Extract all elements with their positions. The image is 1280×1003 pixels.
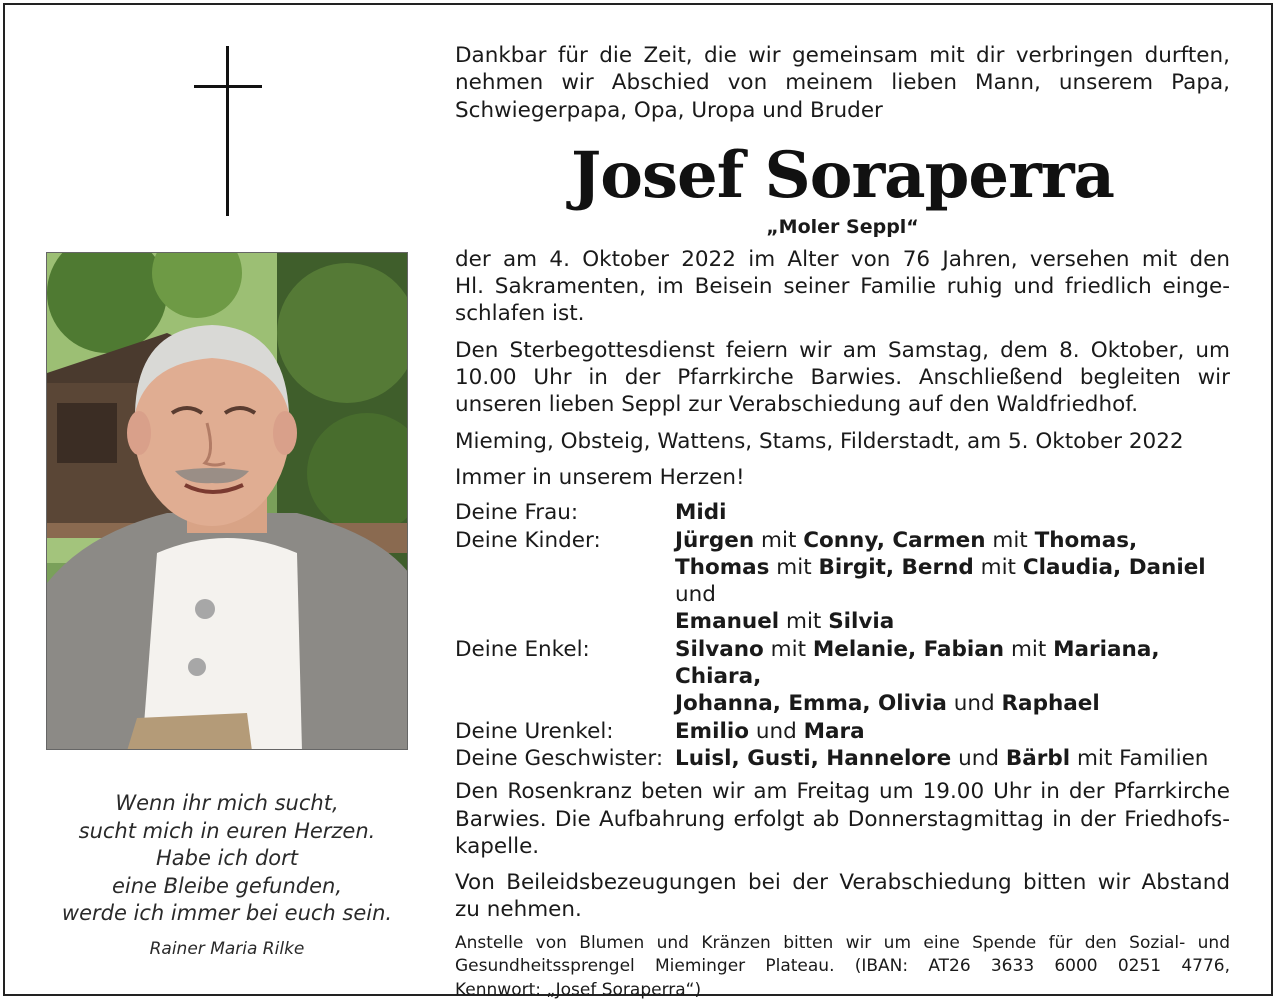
family-relation: Deine Kinder: bbox=[455, 527, 601, 553]
family-name: Thomas, bbox=[1034, 527, 1138, 553]
family-name: Mariana, Chiara, bbox=[675, 636, 1160, 690]
family-members bbox=[675, 636, 1230, 718]
family-name: Luisl, Gusti, Hannelore bbox=[675, 745, 952, 771]
family-name: Claudia, Daniel bbox=[1022, 554, 1206, 580]
intro-line: nehmen wir Abschied von meinem lieben Mann, unserem Papa, bbox=[455, 70, 1230, 96]
family-relation: Deine Frau: bbox=[455, 500, 579, 526]
family-connector: mit bbox=[973, 554, 1023, 580]
family-relation: Deine Enkel: bbox=[455, 636, 590, 662]
family-members bbox=[675, 745, 1230, 772]
family-name: Mara bbox=[803, 718, 865, 744]
portrait-photo bbox=[46, 252, 408, 750]
family-row-children bbox=[455, 527, 1230, 636]
poem-line: Habe ich dort bbox=[156, 846, 298, 870]
poem-line: eine Bleibe gefunden, bbox=[111, 873, 343, 898]
family-name: Raphael bbox=[1001, 691, 1100, 717]
family-members bbox=[675, 499, 1230, 526]
rosary-line: Den Rosenkranz beten wir am Freitag um 19.00 Uhr in der Pfarrkirche bbox=[455, 779, 1230, 805]
rosary-line: kapelle. bbox=[455, 833, 540, 859]
funeral-line: 10.00 Uhr in der Pfarrkirche Barwies. Anschließend begleiten wir bbox=[455, 365, 1230, 391]
family-row-siblings bbox=[455, 745, 1230, 772]
funeral-line: unseren lieben Seppl zur Verabschiedung auf den Waldfriedhof. bbox=[455, 392, 1139, 418]
cross-icon-bar bbox=[194, 85, 262, 88]
donation-paragraph bbox=[455, 932, 1230, 1003]
family-name: Birgit, Bernd bbox=[818, 554, 974, 580]
family-connector: mit Familien bbox=[1070, 745, 1209, 771]
family-row-great-grandchildren bbox=[455, 718, 1230, 745]
donation-line: Kennwort: „Josef Soraperra“) bbox=[455, 979, 702, 1000]
family-list bbox=[455, 499, 1230, 772]
condolences-paragraph bbox=[455, 869, 1230, 924]
condolences-line: Von Beileidsbezeugungen bei der Verabschiedung bitten wir Abstand bbox=[455, 870, 1230, 896]
family-name: Silvano bbox=[675, 636, 764, 662]
intro-paragraph bbox=[455, 42, 1230, 124]
funeral-paragraph bbox=[455, 337, 1230, 419]
rosary-line: Barwies. Die Aufbahrung erfolgt ab Donnerstagmittag in der Friedhofs- bbox=[455, 806, 1230, 832]
family-members bbox=[675, 718, 1230, 745]
family-name: Midi bbox=[675, 500, 727, 526]
family-row-grandchildren bbox=[455, 636, 1230, 718]
family-connector: mit bbox=[754, 527, 804, 553]
family-connector: und bbox=[748, 718, 804, 744]
family-name: Thomas bbox=[675, 554, 770, 580]
condolences-line: zu nehmen. bbox=[455, 897, 582, 923]
family-name: Emilio bbox=[675, 718, 749, 744]
family-connector: mit bbox=[985, 527, 1035, 553]
family-connector: mit bbox=[1004, 636, 1054, 662]
family-connector: mit bbox=[779, 609, 829, 635]
family-name: Emanuel bbox=[675, 609, 780, 635]
family-name: Bärbl bbox=[1005, 745, 1071, 771]
memory-line bbox=[455, 464, 1230, 491]
family-connector: und bbox=[675, 582, 716, 608]
death-notice-line: Hl. Sakramenten, im Beisein seiner Familie ruhig und friedlich einge- bbox=[455, 274, 1230, 300]
obituary-text bbox=[455, 42, 1230, 1002]
family-connector: und bbox=[951, 745, 1006, 771]
family-connector: mit bbox=[769, 554, 819, 580]
family-row-wife bbox=[455, 499, 1230, 526]
intro-line: Dankbar für die Zeit, die wir gemeinsam mit dir verbringen durften, bbox=[455, 43, 1230, 68]
rosary-paragraph bbox=[455, 778, 1230, 860]
poem bbox=[30, 790, 424, 960]
poem-line: sucht mich in euren Herzen. bbox=[78, 818, 376, 843]
family-relation: Deine Geschwister: bbox=[455, 745, 664, 771]
family-connector: und bbox=[946, 691, 1002, 717]
deceased-nickname: „Moler Seppl“ bbox=[766, 215, 919, 238]
places-date bbox=[455, 428, 1230, 455]
death-notice-paragraph bbox=[455, 246, 1230, 328]
family-name: Melanie, Fabian bbox=[812, 636, 1005, 662]
intro-line: Schwiegerpapa, Opa, Uropa und Bruder bbox=[455, 97, 883, 123]
poem-line: werde ich immer bei euch sein. bbox=[61, 901, 393, 925]
family-name: Jürgen bbox=[675, 527, 755, 553]
cross-icon bbox=[226, 46, 229, 216]
donation-line: Anstelle von Blumen und Kränzen bitten wir um eine Spende für den Sozial- und bbox=[455, 932, 1230, 953]
family-name: Johanna, Emma, Olivia bbox=[675, 691, 947, 717]
poem-line: Wenn ihr mich sucht, bbox=[115, 791, 339, 815]
memory-text: Immer in unserem Herzen! bbox=[455, 464, 745, 490]
portrait-illustration bbox=[47, 253, 408, 750]
death-notice-line: der am 4. Oktober 2022 im Alter von 76 Jahren, versehen mit den bbox=[455, 246, 1230, 272]
deceased-name: Josef Soraperra bbox=[571, 137, 1114, 213]
death-notice-line: schlafen ist. bbox=[455, 301, 585, 327]
places-date-line: Mieming, Obsteig, Wattens, Stams, Filderstadt, am 5. Oktober 2022 bbox=[455, 428, 1184, 454]
family-connector: mit bbox=[763, 636, 813, 662]
family-members bbox=[675, 527, 1230, 636]
donation-line: Gesundheitssprengel Mieminger Plateau. (IBAN: AT26 3633 6000 0251 4776, bbox=[455, 956, 1230, 977]
family-relation: Deine Urenkel: bbox=[455, 718, 614, 744]
family-name: Conny, Carmen bbox=[803, 527, 986, 553]
funeral-line: Den Sterbegottesdienst feiern wir am Samstag, dem 8. Oktober, um bbox=[455, 337, 1230, 363]
family-name: Silvia bbox=[828, 609, 895, 635]
poem-author: Rainer Maria Rilke bbox=[149, 938, 305, 959]
